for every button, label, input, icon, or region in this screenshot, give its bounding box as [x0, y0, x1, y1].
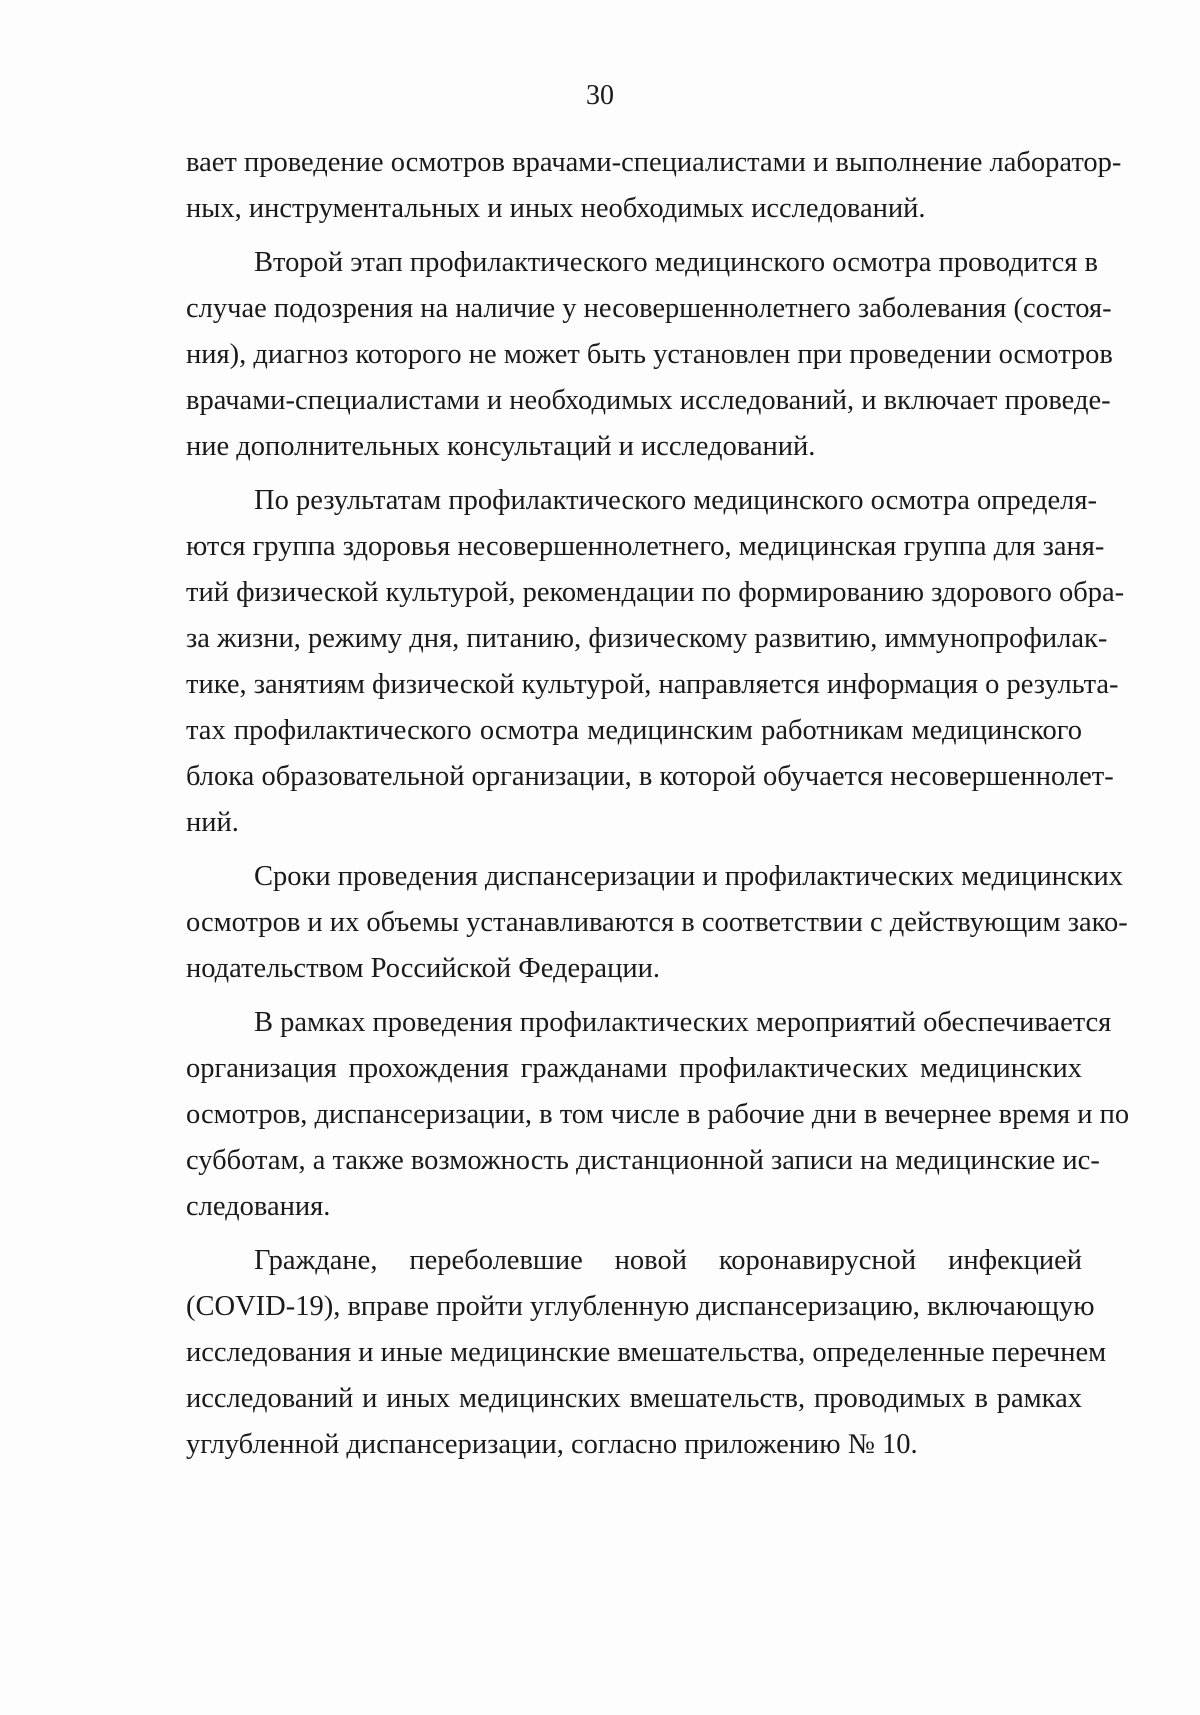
- paragraph-6: [186, 1238, 1107, 1468]
- text-line: случае подозрения на наличие у несовершеннолетнего заболевания (состоя-: [186, 293, 1112, 324]
- text-line: тах профилактического осмотра медицинским работникам медицинского: [186, 715, 1082, 746]
- text-line: Второй этап профилактического медицинского осмотра проводится в: [254, 247, 1098, 278]
- paragraph-3: [186, 478, 1125, 846]
- text-line: Граждане, переболевшие новой коронавирусной инфекцией: [254, 1245, 1082, 1276]
- text-line: углубленной диспансеризации, согласно приложению № 10.: [186, 1429, 918, 1460]
- text-line: В рамках проведения профилактических мероприятий обеспечивается: [254, 1007, 1112, 1038]
- text-line: исследований и иных медицинских вмешательств, проводимых в рамках: [186, 1383, 1082, 1414]
- paragraph-1: [186, 140, 1122, 232]
- text-line: тий физической культурой, рекомендации по формированию здорового обра-: [186, 577, 1125, 608]
- text-line: ний.: [186, 807, 239, 838]
- text-line: ных, инструментальных и иных необходимых исследований.: [186, 193, 926, 224]
- text-line: Сроки проведения диспансеризации и профилактических медицинских: [254, 861, 1123, 892]
- paragraph-5: [186, 1000, 1130, 1230]
- text-line: врачами-специалистами и необходимых исследований, и включает проведе-: [186, 385, 1111, 416]
- text-line: По результатам профилактического медицинского осмотра определя-: [254, 485, 1098, 516]
- text-line: вает проведение осмотров врачами-специалистами и выполнение лаборатор-: [186, 147, 1122, 178]
- text-line: исследования и иные медицинские вмешательства, определенные перечнем: [186, 1337, 1107, 1368]
- text-line: ния), диагноз которого не может быть установлен при проведении осмотров: [186, 339, 1113, 370]
- text-line: блока образовательной организации, в которой обучается несовершеннолет-: [186, 761, 1114, 792]
- page-number: 30: [586, 80, 614, 111]
- text-line: ние дополнительных консультаций и исследований.: [186, 431, 816, 462]
- paragraph-2: [186, 240, 1113, 470]
- text-line: осмотров, диспансеризации, в том числе в рабочие дни в вечернее время и по: [186, 1099, 1130, 1130]
- body-text: [186, 140, 1130, 1468]
- text-line: субботам, а также возможность дистанционной записи на медицинские ис-: [186, 1145, 1100, 1176]
- text-line: нодательством Российской Федерации.: [186, 953, 660, 984]
- text-line: (COVID-19), вправе пройти углубленную диспансеризацию, включающую: [186, 1291, 1095, 1322]
- text-line: ются группа здоровья несовершеннолетнего, медицинская группа для заня-: [186, 531, 1105, 562]
- paragraph-4: [186, 854, 1128, 992]
- text-line: следования.: [186, 1191, 331, 1222]
- text-line: осмотров и их объемы устанавливаются в соответствии с действующим зако-: [186, 907, 1128, 938]
- text-line: организация прохождения гражданами профилактических медицинских: [186, 1053, 1082, 1084]
- text-line: за жизни, режиму дня, питанию, физическому развитию, иммунопрофилак-: [186, 623, 1108, 654]
- text-line: тике, занятиям физической культурой, направляется информация о результа-: [186, 669, 1119, 700]
